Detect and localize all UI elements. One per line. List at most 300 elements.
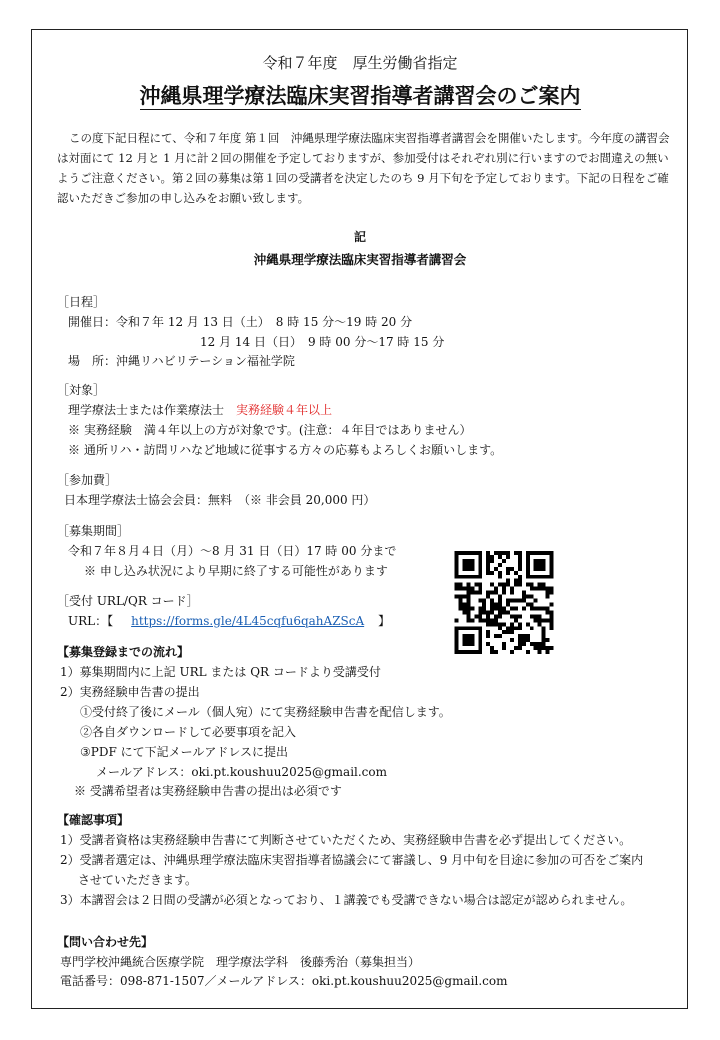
qr-module (470, 591, 474, 595)
qr-module (534, 587, 538, 591)
qr-module (466, 575, 470, 579)
qr-module (454, 626, 458, 630)
qr-module (538, 575, 542, 579)
qr-module (498, 551, 502, 555)
qr-module (498, 622, 502, 626)
qr-module (478, 555, 482, 559)
qr-module (510, 650, 514, 654)
qr-module (514, 579, 518, 583)
qr-module (458, 626, 462, 630)
qr-module (510, 614, 514, 618)
qr-module (518, 626, 522, 630)
schedule-line-1: 開催日：令和７年 12 月 13 日（土） 8 時 15 分～19 時 20 分 (68, 315, 413, 329)
qr-module (526, 575, 530, 579)
qr-module (498, 555, 502, 559)
qr-module (494, 650, 498, 654)
qr-module (518, 559, 522, 563)
qr-module (534, 575, 538, 579)
qr-module (486, 634, 490, 638)
qr-module (514, 618, 518, 622)
qr-module (550, 614, 554, 618)
qr-module (526, 583, 530, 587)
qr-module (458, 595, 462, 599)
qr-module (454, 587, 458, 591)
qr-module (510, 630, 514, 634)
qr-module (490, 622, 494, 626)
qr-module (490, 646, 494, 650)
qr-module (542, 551, 546, 555)
contact-line-2: 電話番号：098-871-1507／メールアドレス：oki.pt.koushuu2025@gmail.com (60, 974, 508, 988)
qr-module (462, 626, 466, 630)
qr-module (486, 622, 490, 626)
qr-module (506, 567, 510, 571)
flow-line-7: ※ 受講希望者は実務経験申告書の提出は必須です (74, 784, 342, 798)
qr-module (458, 587, 462, 591)
qr-module (466, 634, 470, 638)
qr-module (454, 618, 458, 622)
flow-line-5: ③PDF にて下記メールアドレスに提出 (80, 745, 288, 759)
qr-module (470, 567, 474, 571)
qr-module (466, 603, 470, 607)
url-suffix: 】 (378, 614, 391, 628)
qr-module (502, 630, 506, 634)
period-line-1: 令和７年８月４日（月）～8 月 31 日（日）17 時 00 分まで (68, 544, 397, 558)
qr-module (466, 583, 470, 587)
qr-module (458, 575, 462, 579)
page-title (0, 80, 720, 110)
qr-module (462, 595, 466, 599)
qr-module (478, 606, 482, 610)
qr-module (466, 563, 470, 567)
qr-module (530, 551, 534, 555)
qr-module (514, 606, 518, 610)
qr-module (478, 618, 482, 622)
qr-module (474, 650, 478, 654)
qr-module (478, 610, 482, 614)
qr-module (542, 646, 546, 650)
qr-module (462, 650, 466, 654)
qr-module (454, 559, 458, 563)
qr-module (482, 599, 486, 603)
qr-module (494, 622, 498, 626)
qr-module (514, 583, 518, 587)
target-line-1-text: 理学療法士または作業療法士 (68, 403, 237, 417)
qr-module (494, 603, 498, 607)
flow-line-3: ①受付終了後にメール（個人宛）にて実務経験申告書を配信します。 (80, 705, 451, 719)
schedule-heading: ［日程］ (57, 295, 106, 309)
qr-module (478, 642, 482, 646)
qr-module (462, 575, 466, 579)
qr-module (470, 642, 474, 646)
target-experience-highlight: 実務経験４年以上 (236, 403, 333, 417)
qr-module (550, 555, 554, 559)
qr-module (466, 595, 470, 599)
qr-module (538, 650, 542, 654)
qr-module (498, 634, 502, 638)
qr-module (454, 571, 458, 575)
qr-module (466, 642, 470, 646)
qr-module (466, 650, 470, 654)
qr-module (466, 614, 470, 618)
qr-module (454, 595, 458, 599)
confirm-line-2b: させていただきます。 (78, 873, 198, 887)
qr-module (478, 638, 482, 642)
qr-module (458, 583, 462, 587)
qr-module (454, 551, 458, 555)
qr-module (530, 595, 534, 599)
qr-module (522, 634, 526, 638)
qr-module (546, 618, 550, 622)
qr-module (534, 559, 538, 563)
qr-module (538, 606, 542, 610)
qr-module (534, 642, 538, 646)
qr-module (546, 646, 550, 650)
qr-module (518, 634, 522, 638)
qr-module (550, 618, 554, 622)
qr-module (542, 606, 546, 610)
qr-module (478, 626, 482, 630)
qr-module (502, 587, 506, 591)
period-heading: ［募集期間］ (57, 524, 130, 538)
qr-module (518, 638, 522, 642)
qr-module (538, 646, 542, 650)
qr-module (490, 571, 494, 575)
target-line-1 (68, 401, 332, 418)
qr-module (546, 551, 550, 555)
qr-module (454, 555, 458, 559)
qr-module (454, 583, 458, 587)
qr-module (470, 638, 474, 642)
qr-module (466, 559, 470, 563)
qr-module (542, 642, 546, 646)
fee-heading: ［参加費］ (57, 473, 118, 487)
qr-module (518, 579, 522, 583)
qr-module (470, 626, 474, 630)
year-line: 令和７年度 厚生労働省指定 (262, 54, 458, 72)
qr-module (490, 591, 494, 595)
qr-module (510, 567, 514, 571)
qr-module (466, 591, 470, 595)
confirm-heading: 【確認事項】 (57, 813, 130, 827)
qr-module (462, 634, 466, 638)
qr-module (530, 575, 534, 579)
qr-module (506, 626, 510, 630)
qr-module (462, 587, 466, 591)
qr-module (486, 642, 490, 646)
qr-module (550, 603, 554, 607)
qr-module (478, 551, 482, 555)
qr-module (498, 595, 502, 599)
qr-module (490, 583, 494, 587)
qr-module (514, 626, 518, 630)
schedule-venue: 場 所：沖縄リハビリテーション福祉学院 (68, 354, 295, 368)
qr-module (498, 571, 502, 575)
qr-module (502, 591, 506, 595)
qr-module (506, 610, 510, 614)
qr-module (454, 650, 458, 654)
qr-module (550, 646, 554, 650)
qr-module (550, 622, 554, 626)
qr-module (478, 571, 482, 575)
qr-module (546, 650, 550, 654)
qr-module (498, 603, 502, 607)
qr-module (550, 559, 554, 563)
qr-module (458, 551, 462, 555)
qr-module (474, 551, 478, 555)
qr-module (506, 583, 510, 587)
qr-module (482, 618, 486, 622)
qr-module (454, 638, 458, 642)
qr-module (526, 634, 530, 638)
qr-module (466, 638, 470, 642)
qr-module (510, 626, 514, 630)
qr-module (550, 567, 554, 571)
qr-module (526, 595, 530, 599)
qr-module (454, 642, 458, 646)
qr-module (502, 646, 506, 650)
qr-module (542, 634, 546, 638)
qr-module (522, 642, 526, 646)
qr-module (542, 587, 546, 591)
qr-module (534, 563, 538, 567)
qr-module (458, 650, 462, 654)
qr-module (478, 646, 482, 650)
flow-email: メールアドレス：oki.pt.koushuu2025@gmail.com (96, 765, 388, 779)
qr-module (462, 551, 466, 555)
qr-module (514, 599, 518, 603)
qr-module (526, 551, 530, 555)
qr-module (514, 646, 518, 650)
registration-link[interactable]: https://forms.gle/4L45cqfu6qahAZScA (131, 614, 365, 628)
qr-module (466, 606, 470, 610)
qr-module (542, 618, 546, 622)
qr-module (454, 634, 458, 638)
qr-module (490, 606, 494, 610)
qr-code-graphic (454, 551, 554, 654)
qr-module (454, 567, 458, 571)
qr-module (482, 606, 486, 610)
qr-module (534, 618, 538, 622)
qr-module (502, 642, 506, 646)
qr-module (518, 599, 522, 603)
qr-module (522, 606, 526, 610)
qr-module (470, 606, 474, 610)
qr-module (514, 614, 518, 618)
qr-module (478, 591, 482, 595)
qr-module (470, 650, 474, 654)
qr-module (542, 567, 546, 571)
qr-module (518, 642, 522, 646)
qr-module (550, 591, 554, 595)
qr-module (478, 559, 482, 563)
qr-module (506, 599, 510, 603)
qr-module (498, 606, 502, 610)
qr-module (538, 563, 542, 567)
qr-module (510, 599, 514, 603)
qr-module (494, 551, 498, 555)
qr-module (542, 583, 546, 587)
qr-module (542, 575, 546, 579)
qr-module (518, 563, 522, 567)
qr-module (478, 567, 482, 571)
qr-module (546, 591, 550, 595)
qr-module (510, 606, 514, 610)
qr-module (530, 642, 534, 646)
qr-module (538, 622, 542, 626)
qr-module (534, 614, 538, 618)
qr-module (494, 634, 498, 638)
qr-module (494, 614, 498, 618)
qr-module (522, 591, 526, 595)
flow-line-2: 2）実務経験申告書の提出 (60, 685, 200, 699)
qr-module (526, 638, 530, 642)
qr-module (534, 646, 538, 650)
contact-line-1: 専門学校沖縄統合医療学院 理学療法学科 後藤秀治（募集担当） (60, 955, 421, 969)
flow-line-1: 1）募集期間内に上記 URL または QR コードより受講受付 (60, 665, 381, 679)
qr-module (498, 614, 502, 618)
qr-module (550, 571, 554, 575)
qr-module (522, 595, 526, 599)
qr-module (498, 610, 502, 614)
qr-module (546, 595, 550, 599)
qr-module (506, 603, 510, 607)
target-line-3: ※ 通所リハ・訪問リハなど地域に従事する方々の応募もよろしくお願いします。 (68, 443, 503, 457)
qr-module (546, 606, 550, 610)
qr-module (478, 650, 482, 654)
qr-module (550, 626, 554, 630)
qr-module (546, 638, 550, 642)
qr-module (482, 603, 486, 607)
confirm-line-1: 1）受講者資格は実務経験申告書にて判断させていただくため、実務経験申告書を必ず提出してください。 (60, 833, 632, 847)
qr-module (514, 551, 518, 555)
qr-module (538, 567, 542, 571)
flow-heading: 【募集登録までの流れ】 (57, 645, 190, 659)
qr-module (530, 603, 534, 607)
qr-code-icon[interactable] (454, 551, 554, 654)
qr-module (470, 575, 474, 579)
qr-module (486, 614, 490, 618)
qr-module (534, 599, 538, 603)
qr-module (542, 626, 546, 630)
qr-module (462, 642, 466, 646)
confirm-line-2: 2）受講者選定は、沖縄県理学療法臨床実習指導者協議会にて審議し、9 月中旬を目途に参加の可否をご案内 (60, 853, 644, 867)
qr-module (470, 563, 474, 567)
qr-module (526, 567, 530, 571)
qr-module (462, 567, 466, 571)
qr-module (462, 559, 466, 563)
qr-module (546, 587, 550, 591)
qr-module (466, 618, 470, 622)
qr-module (490, 603, 494, 607)
qr-module (518, 575, 522, 579)
qr-module (526, 571, 530, 575)
qr-module (466, 599, 470, 603)
qr-module (542, 563, 546, 567)
qr-module (486, 571, 490, 575)
qr-module (458, 599, 462, 603)
qr-module (498, 575, 502, 579)
qr-module (538, 583, 542, 587)
qr-module (510, 587, 514, 591)
qr-module (526, 555, 530, 559)
qr-module (526, 559, 530, 563)
qr-module (538, 618, 542, 622)
qr-module (462, 563, 466, 567)
qr-module (526, 622, 530, 626)
qr-module (522, 638, 526, 642)
qr-module (490, 618, 494, 622)
qr-module (494, 567, 498, 571)
qr-module (510, 591, 514, 595)
fee-line-1: 日本理学療法士協会会員：無料 （※ 非会員 20,000 円） (64, 493, 376, 507)
event-title: 沖縄県理学療法臨床実習指導者講習会 (253, 252, 467, 267)
qr-module (478, 599, 482, 603)
qr-module (490, 610, 494, 614)
qr-module (546, 575, 550, 579)
qr-module (534, 551, 538, 555)
qr-module (474, 583, 478, 587)
qr-module (458, 603, 462, 607)
qr-module (466, 567, 470, 571)
qr-module (494, 587, 498, 591)
qr-module (458, 606, 462, 610)
qr-module (486, 610, 490, 614)
qr-module (518, 567, 522, 571)
qr-module (498, 626, 502, 630)
qr-module (470, 587, 474, 591)
qr-module (490, 559, 494, 563)
qr-module (530, 583, 534, 587)
qr-module (502, 583, 506, 587)
qr-module (518, 555, 522, 559)
qr-module (494, 618, 498, 622)
qr-module (478, 575, 482, 579)
flow-line-4: ②各自ダウンロードして必要事項を記入 (80, 725, 297, 739)
confirm-line-3: 3）本講習会は２日間の受講が必須となっており、１講義でも受講できない場合は認定が認められません。 (60, 893, 633, 907)
qr-module (454, 646, 458, 650)
qr-module (486, 591, 490, 595)
qr-module (486, 559, 490, 563)
qr-module (530, 614, 534, 618)
qr-module (506, 551, 510, 555)
qr-module (502, 622, 506, 626)
page-title-text: 沖縄県理学療法臨床実習指導者講習会のご案内 (139, 83, 581, 108)
qr-module (542, 638, 546, 642)
qr-module (478, 630, 482, 634)
qr-module (466, 626, 470, 630)
qr-module (506, 555, 510, 559)
qr-module (522, 599, 526, 603)
qr-module (518, 622, 522, 626)
qr-module (490, 555, 494, 559)
qr-module (466, 551, 470, 555)
qr-module (526, 650, 530, 654)
qr-module (462, 606, 466, 610)
qr-module (486, 630, 490, 634)
qr-module (498, 599, 502, 603)
qr-module (474, 591, 478, 595)
qr-module (498, 583, 502, 587)
qr-module (514, 571, 518, 575)
qr-module (478, 614, 482, 618)
schedule-line-2: 12 月 14 日（日） 9 時 00 分～17 時 15 分 (200, 335, 445, 349)
qr-module (546, 610, 550, 614)
qr-module (518, 646, 522, 650)
qr-module (478, 634, 482, 638)
qr-module (474, 626, 478, 630)
qr-module (478, 583, 482, 587)
qr-module (550, 551, 554, 555)
